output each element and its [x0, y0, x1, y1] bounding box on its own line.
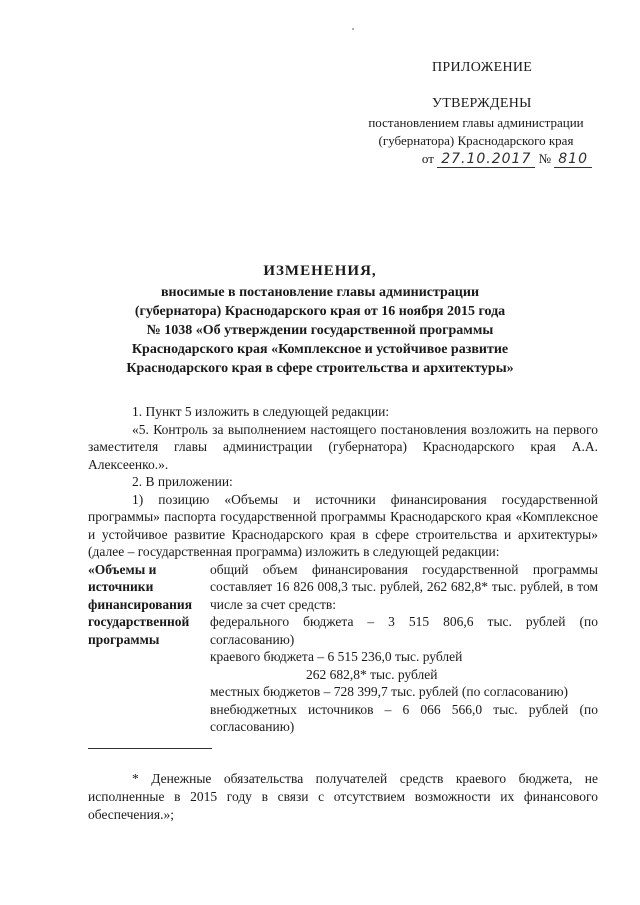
left-line-1: «Объемы и	[88, 561, 157, 577]
paragraph-2: «5. Контроль за выполнением настоящего постановления возложить на первого заместителя главы администрации (губернатора) Краснодарского края А.А. Алексеенко.».	[88, 421, 598, 472]
approved-label: УТВЕРЖДЕНЫ	[432, 96, 532, 111]
total-financing: общий объем финансирования государственной программы составляет 16 826 008,3 тыс. рублей, 262 682,8* тыс. рублей, в том числе за счет средств:	[210, 561, 598, 612]
title-line-4: Краснодарского края «Комплексное и устойчивое развитие	[131, 342, 509, 357]
left-line-4: государственной	[88, 614, 190, 629]
title-line-5: Краснодарского края в сфере строительства и архитектуры»	[126, 361, 514, 376]
regional-budget-extra: 262 682,8* тыс. рублей	[306, 666, 438, 682]
footnote-divider	[88, 748, 212, 749]
local-budgets: местных бюджетов – 728 399,7 тыс. рублей (по согласованию)	[210, 684, 569, 699]
left-line-3: финансирования	[88, 596, 193, 612]
table-right-column	[210, 561, 598, 736]
handwritten-number: 810	[554, 151, 592, 168]
approval-line-1: постановлением главы администрации	[368, 115, 584, 130]
paragraph-4: 1) позицию «Объемы и источники финансирования государственной программы» паспорта государственной программы Краснодарского края «Комплексное и устойчивое развитие Краснодарского края в сфере строительства и архитектуры» (далее – государственная программа) изложить в следующей редакции:	[88, 491, 598, 559]
financing-table	[88, 561, 598, 736]
approval-block	[360, 114, 592, 168]
approval-date-line	[360, 150, 592, 168]
federal-budget: федерального бюджета – 3 515 806,6 тыс. рублей (по согласованию)	[210, 614, 598, 647]
number-prefix: №	[538, 151, 552, 166]
footnote: * Денежные обязательства получателей средств краевого бюджета, не исполненные в 2015 году в связи с отсутствием возможности их финансового обеспечения.»;	[88, 771, 598, 822]
extrabudgetary-sources: внебюджетных источников – 6 066 566,0 тыс. рублей (по согласованию)	[210, 701, 598, 734]
left-line-5: программы	[88, 631, 160, 647]
paragraph-3: 2. В приложении:	[132, 474, 233, 489]
date-prefix: от	[421, 151, 434, 166]
title-line-2: (губернатора) Краснодарского края от 16 ноября 2015 года	[134, 304, 506, 319]
scan-speck	[352, 28, 354, 30]
approval-line-2: (губернатора) Краснодарского края	[378, 133, 574, 148]
handwritten-date: 27.10.2017	[437, 151, 535, 168]
table-left-column	[88, 561, 210, 736]
document-title	[88, 262, 552, 378]
title-line-3: № 1038 «Об утверждении государственной программы	[146, 323, 494, 338]
paragraph-1: 1. Пункт 5 изложить в следующей редакции:	[132, 404, 390, 419]
regional-budget: краевого бюджета – 6 515 236,0 тыс. рублей	[210, 649, 463, 664]
appendix-label: ПРИЛОЖЕНИЕ	[432, 60, 533, 75]
title-main: ИЗМЕНЕНИЯ,	[263, 263, 377, 279]
left-line-2: источники	[88, 579, 154, 594]
document-body	[88, 403, 598, 736]
title-line-1: вносимые в постановление главы администрации	[160, 285, 480, 300]
